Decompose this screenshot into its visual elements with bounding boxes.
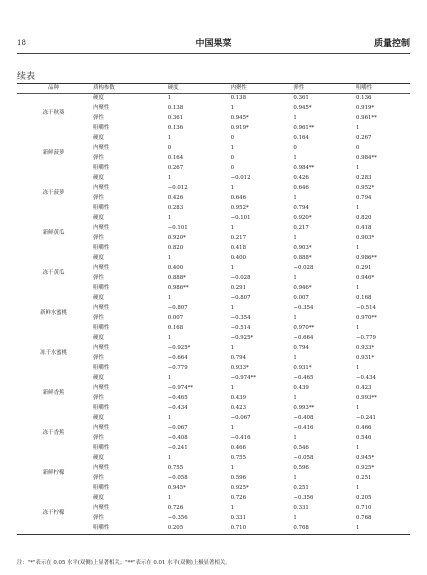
- value-cell: 0.794: [293, 205, 309, 212]
- value-cell: −0.779: [167, 365, 188, 372]
- value-cell: 0.920*: [167, 235, 186, 242]
- value-cell: −0.058: [293, 455, 314, 462]
- parameter-cell: 硬度: [93, 335, 104, 342]
- value-cell: 0.919*: [230, 125, 249, 132]
- value-cell: 1: [167, 135, 172, 142]
- value-cell: 0.945*: [293, 105, 312, 112]
- value-cell: −0.925*: [167, 345, 191, 352]
- variety-cell: [17, 94, 90, 135]
- column-header-parameter: 质构参数: [90, 84, 165, 94]
- value-cell: 0.596: [230, 475, 246, 482]
- variety-cell: [17, 494, 90, 535]
- parameter-cell: 弹性: [93, 275, 104, 282]
- variety-cell: [17, 454, 90, 494]
- variety-cell: [17, 174, 90, 214]
- value-cell: 0.755: [230, 455, 246, 462]
- value-cell: 1: [356, 445, 360, 452]
- value-cell: 0.888*: [167, 275, 186, 282]
- value-cell: 0.945*: [356, 455, 375, 462]
- value-cell: 0.168: [167, 325, 184, 332]
- value-cell: 1: [293, 315, 297, 322]
- value-cell: 0.986**: [167, 285, 189, 292]
- parameter-cell: 弹性: [93, 115, 104, 122]
- value-cell: −0.807: [230, 295, 251, 302]
- value-cell: 0.546: [293, 445, 309, 452]
- value-cell: −0.012: [230, 175, 251, 182]
- value-cell: 0.251: [293, 485, 309, 492]
- value-cell: −0.067: [230, 415, 251, 422]
- value-cell: 0.945*: [230, 115, 249, 122]
- parameter-cell: 咀嚼性: [93, 525, 110, 532]
- parameter-cell: 硬度: [93, 95, 104, 102]
- value-cell: 1: [167, 255, 172, 262]
- value-cell: 0: [230, 165, 234, 172]
- variety-cell: [17, 214, 90, 254]
- parameter-cell: 咀嚼性: [93, 445, 110, 452]
- value-cell: 1: [293, 115, 297, 122]
- value-cell: 0.418: [356, 225, 372, 232]
- value-cell: 0.136: [167, 125, 184, 132]
- value-cell: 0.646: [293, 185, 309, 192]
- value-cell: 0.217: [293, 225, 309, 232]
- value-cell: 1: [230, 265, 234, 272]
- parameter-cell: 内聚性: [93, 185, 110, 192]
- value-cell: 0.546: [356, 435, 372, 442]
- value-cell: 0.710: [356, 505, 372, 512]
- value-cell: 0: [230, 155, 234, 162]
- value-cell: 1: [230, 345, 234, 352]
- column-header-hardness: 硬度: [165, 84, 228, 94]
- value-cell: −0.434: [167, 405, 188, 412]
- value-cell: 0.984**: [293, 165, 315, 172]
- table-row: [17, 174, 410, 184]
- value-cell: 0.925*: [230, 485, 249, 492]
- value-cell: 0.331: [230, 515, 246, 522]
- value-cell: 1: [293, 275, 297, 282]
- correlation-table: [17, 83, 410, 535]
- value-cell: 0.794: [293, 345, 309, 352]
- value-cell: 0.931*: [293, 365, 312, 372]
- value-cell: 1: [230, 305, 234, 312]
- value-cell: −0.434: [356, 375, 376, 382]
- value-cell: 0.331: [293, 505, 309, 512]
- table-row: [17, 94, 410, 105]
- parameter-cell: 内聚性: [93, 465, 110, 472]
- value-cell: 1: [356, 285, 360, 292]
- value-cell: 1: [167, 335, 172, 342]
- value-cell: −0.465: [293, 375, 314, 382]
- parameter-cell: 弹性: [93, 435, 104, 442]
- parameter-cell: 咀嚼性: [93, 485, 110, 492]
- value-cell: −0.241: [167, 445, 188, 452]
- variety-cell: [17, 414, 90, 454]
- parameter-cell: 硬度: [93, 375, 104, 382]
- value-cell: 0.283: [167, 205, 184, 212]
- parameter-cell: 内聚性: [93, 305, 110, 312]
- value-cell: 0.423: [230, 405, 246, 412]
- value-cell: −0.354: [230, 315, 251, 322]
- value-cell: 0.251: [356, 475, 372, 482]
- column-header-springiness: 弹性: [290, 84, 353, 94]
- table-row: [17, 494, 410, 504]
- value-cell: 1: [293, 195, 297, 202]
- value-cell: 1: [230, 465, 234, 472]
- variety-name: 新鲜柠檬: [42, 470, 65, 477]
- value-cell: 0.820: [167, 245, 184, 252]
- value-cell: 0.164: [167, 155, 184, 162]
- parameter-cell: 弹性: [93, 475, 104, 482]
- value-cell: 0.423: [356, 385, 372, 392]
- value-cell: 0.903*: [356, 235, 375, 242]
- table-row: [17, 294, 410, 304]
- value-cell: 0.267: [356, 135, 372, 142]
- value-cell: 0.267: [167, 165, 184, 172]
- value-cell: 1: [230, 425, 234, 432]
- value-cell: 1: [167, 175, 172, 182]
- value-cell: 1: [167, 455, 172, 462]
- value-cell: 0.768: [356, 515, 372, 522]
- parameter-cell: 内聚性: [93, 385, 110, 392]
- variety-name: 新鲜黄瓜: [42, 230, 65, 237]
- value-cell: 0.919*: [356, 105, 375, 112]
- parameter-cell: 硬度: [93, 215, 104, 222]
- value-cell: 1: [167, 295, 172, 302]
- parameter-cell: 咀嚼性: [93, 405, 110, 412]
- table-row: [17, 134, 410, 144]
- value-cell: 0: [356, 145, 360, 152]
- value-cell: 0.168: [356, 295, 372, 302]
- parameter-cell: 咀嚼性: [93, 365, 110, 372]
- parameter-cell: 咀嚼性: [93, 245, 110, 252]
- value-cell: −0.356: [293, 495, 314, 502]
- value-cell: 1: [356, 205, 360, 212]
- value-cell: −0.101: [167, 225, 188, 232]
- variety-cell: [17, 254, 90, 294]
- table-footnote: 注："*"表示在 0.05 水平(双侧)上显著相关；"**"表示在 0.01 水平(双侧)上极显著相关。: [17, 560, 231, 566]
- value-cell: 0.888*: [293, 255, 312, 262]
- value-cell: 0.794: [356, 195, 372, 202]
- value-cell: 0.136: [356, 95, 372, 102]
- page-number: 18: [17, 39, 26, 47]
- value-cell: −0.664: [293, 335, 314, 342]
- value-cell: 1: [293, 235, 297, 242]
- parameter-cell: 弹性: [93, 395, 104, 402]
- value-cell: 0.596: [293, 465, 309, 472]
- value-cell: 1: [230, 385, 234, 392]
- table-row: [17, 374, 410, 384]
- variety-name: 冻干香蕉: [42, 430, 65, 437]
- value-cell: 1: [230, 145, 234, 152]
- variety-cell: [17, 134, 90, 174]
- parameter-cell: 咀嚼性: [93, 325, 110, 332]
- value-cell: 0.993**: [356, 395, 377, 402]
- value-cell: 0.952*: [230, 205, 249, 212]
- value-cell: 0.946*: [356, 275, 375, 282]
- value-cell: 1: [167, 95, 172, 102]
- parameter-cell: 硬度: [93, 495, 104, 502]
- value-cell: −0.465: [167, 395, 188, 402]
- value-cell: 0.291: [230, 285, 246, 292]
- parameter-cell: 硬度: [93, 295, 104, 302]
- parameter-cell: 内聚性: [93, 105, 110, 112]
- parameter-cell: 弹性: [93, 315, 104, 322]
- table-row: [17, 334, 410, 344]
- value-cell: 0: [293, 145, 297, 152]
- value-cell: 1: [356, 365, 360, 372]
- parameter-cell: 内聚性: [93, 265, 110, 272]
- variety-name: 新鲜香蕉: [42, 390, 65, 397]
- value-cell: −0.974**: [167, 385, 194, 392]
- value-cell: 0.710: [230, 525, 246, 532]
- value-cell: −0.416: [230, 435, 251, 442]
- journal-title: 中国果菜: [195, 39, 232, 49]
- header-rule: [17, 53, 410, 54]
- value-cell: −0.408: [293, 415, 314, 422]
- value-cell: −0.067: [167, 425, 188, 432]
- parameter-cell: 硬度: [93, 175, 104, 182]
- value-cell: 0.466: [230, 445, 246, 452]
- value-cell: 1: [356, 525, 360, 532]
- value-cell: 1: [293, 435, 297, 442]
- parameter-cell: 弹性: [93, 155, 104, 162]
- running-header: [17, 36, 410, 50]
- value-cell: 1: [167, 495, 172, 502]
- value-cell: 0.400: [230, 255, 246, 262]
- parameter-cell: 咀嚼性: [93, 205, 110, 212]
- value-cell: 0.217: [230, 235, 246, 242]
- value-cell: 1: [293, 475, 297, 482]
- value-cell: −0.058: [167, 475, 188, 482]
- value-cell: 0: [230, 135, 234, 142]
- value-cell: 0.007: [293, 295, 309, 302]
- value-cell: −0.241: [356, 415, 376, 422]
- value-cell: 1: [356, 485, 360, 492]
- value-cell: 0.755: [167, 465, 184, 472]
- parameter-cell: 咀嚼性: [93, 165, 110, 172]
- value-cell: −0.664: [167, 355, 188, 362]
- parameter-cell: 硬度: [93, 255, 104, 262]
- value-cell: 1: [356, 245, 360, 252]
- value-cell: 0.984**: [356, 155, 377, 162]
- value-cell: 0.426: [167, 195, 184, 202]
- value-cell: 0.418: [230, 245, 246, 252]
- table-header-row: [17, 84, 410, 94]
- variety-name: 冻干秋葵: [42, 110, 65, 117]
- variety-name: 新鲜菠萝: [42, 150, 65, 157]
- value-cell: 0: [167, 145, 172, 152]
- value-cell: 0.466: [356, 425, 372, 432]
- variety-name: 冻干水蜜桃: [40, 350, 68, 357]
- value-cell: 0.726: [230, 495, 246, 502]
- value-cell: 0.283: [356, 175, 372, 182]
- value-cell: 0.961**: [356, 115, 377, 122]
- parameter-cell: 硬度: [93, 135, 104, 142]
- value-cell: 1: [356, 165, 360, 172]
- value-cell: 1: [293, 355, 297, 362]
- value-cell: 0.925*: [356, 465, 375, 472]
- value-cell: 1: [230, 225, 234, 232]
- value-cell: 1: [293, 515, 297, 522]
- value-cell: 0.933*: [356, 345, 375, 352]
- value-cell: 0.970**: [356, 315, 377, 322]
- value-cell: −0.028: [230, 275, 251, 282]
- variety-cell: [17, 374, 90, 414]
- variety-cell: [17, 334, 90, 374]
- value-cell: 0.768: [293, 525, 309, 532]
- value-cell: 0.426: [293, 175, 309, 182]
- value-cell: 0.205: [167, 525, 184, 532]
- value-cell: 0.646: [230, 195, 246, 202]
- value-cell: 0.993**: [293, 405, 315, 412]
- value-cell: 0.903*: [293, 245, 312, 252]
- value-cell: 0.920*: [293, 215, 312, 222]
- parameter-cell: 内聚性: [93, 145, 110, 152]
- value-cell: 0.138: [230, 95, 246, 102]
- value-cell: 1: [167, 415, 172, 422]
- parameter-cell: 弹性: [93, 515, 104, 522]
- value-cell: 1: [293, 395, 297, 402]
- column-header-chewiness: 咀嚼性: [353, 84, 410, 94]
- parameter-cell: 弹性: [93, 235, 104, 242]
- value-cell: −0.408: [167, 435, 188, 442]
- value-cell: 1: [230, 105, 234, 112]
- parameter-cell: 咀嚼性: [93, 285, 110, 292]
- table-row: [17, 214, 410, 224]
- parameter-cell: 硬度: [93, 415, 104, 422]
- value-cell: 0.361: [167, 115, 184, 122]
- value-cell: 1: [356, 405, 360, 412]
- value-cell: 1: [230, 505, 234, 512]
- variety-name: 新鲜水蜜桃: [40, 310, 68, 317]
- value-cell: 0.945*: [167, 485, 186, 492]
- value-cell: 0.946*: [293, 285, 312, 292]
- variety-name: 冻干柠檬: [42, 510, 65, 517]
- column-header-variety: 品种: [17, 84, 90, 94]
- parameter-cell: 硬度: [93, 455, 104, 462]
- value-cell: 1: [230, 185, 234, 192]
- parameter-cell: 内聚性: [93, 425, 110, 432]
- value-cell: −0.514: [356, 305, 376, 312]
- table-continued-label: 续表: [17, 72, 36, 82]
- value-cell: −0.925*: [230, 335, 254, 342]
- value-cell: −0.416: [293, 425, 314, 432]
- parameter-cell: 内聚性: [93, 345, 110, 352]
- value-cell: 0.439: [293, 385, 309, 392]
- parameter-cell: 弹性: [93, 355, 104, 362]
- value-cell: 0.164: [293, 135, 309, 142]
- variety-cell: [17, 294, 90, 334]
- value-cell: −0.974**: [230, 375, 256, 382]
- value-cell: 0.361: [293, 95, 309, 102]
- value-cell: 0.952*: [356, 185, 375, 192]
- value-cell: 1: [356, 125, 360, 132]
- value-cell: 0.961**: [293, 125, 315, 132]
- table-row: [17, 454, 410, 464]
- value-cell: −0.807: [167, 305, 188, 312]
- section-title: 质量控制: [373, 39, 410, 49]
- value-cell: 0.400: [167, 265, 184, 272]
- table-row: [17, 254, 410, 264]
- value-cell: 0.970**: [293, 325, 315, 332]
- value-cell: 0.794: [230, 355, 246, 362]
- parameter-cell: 弹性: [93, 195, 104, 202]
- parameter-cell: 咀嚼性: [93, 125, 110, 132]
- parameter-cell: 内聚性: [93, 225, 110, 232]
- value-cell: 1: [167, 375, 172, 382]
- value-cell: 0.138: [167, 105, 184, 112]
- value-cell: 0.205: [356, 495, 372, 502]
- value-cell: −0.354: [293, 305, 314, 312]
- value-cell: 0.726: [167, 505, 184, 512]
- value-cell: 0.931*: [356, 355, 375, 362]
- value-cell: −0.356: [167, 515, 188, 522]
- variety-name: 冻干黄瓜: [42, 270, 65, 277]
- parameter-cell: 内聚性: [93, 505, 110, 512]
- variety-name: 冻干菠萝: [42, 190, 65, 197]
- value-cell: 0.986**: [356, 255, 377, 262]
- value-cell: 1: [356, 325, 360, 332]
- value-cell: 0.820: [356, 215, 372, 222]
- value-cell: −0.101: [230, 215, 251, 222]
- column-header-cohesiveness: 内聚性: [228, 84, 291, 94]
- value-cell: −0.028: [293, 265, 314, 272]
- value-cell: 0.439: [230, 395, 246, 402]
- value-cell: −0.012: [167, 185, 188, 192]
- value-cell: −0.779: [356, 335, 376, 342]
- value-cell: 1: [167, 215, 172, 222]
- value-cell: 1: [293, 155, 297, 162]
- table-row: [17, 414, 410, 424]
- value-cell: 0.007: [167, 315, 184, 322]
- value-cell: −0.514: [230, 325, 251, 332]
- value-cell: 0.933*: [230, 365, 249, 372]
- value-cell: 0.291: [356, 265, 372, 272]
